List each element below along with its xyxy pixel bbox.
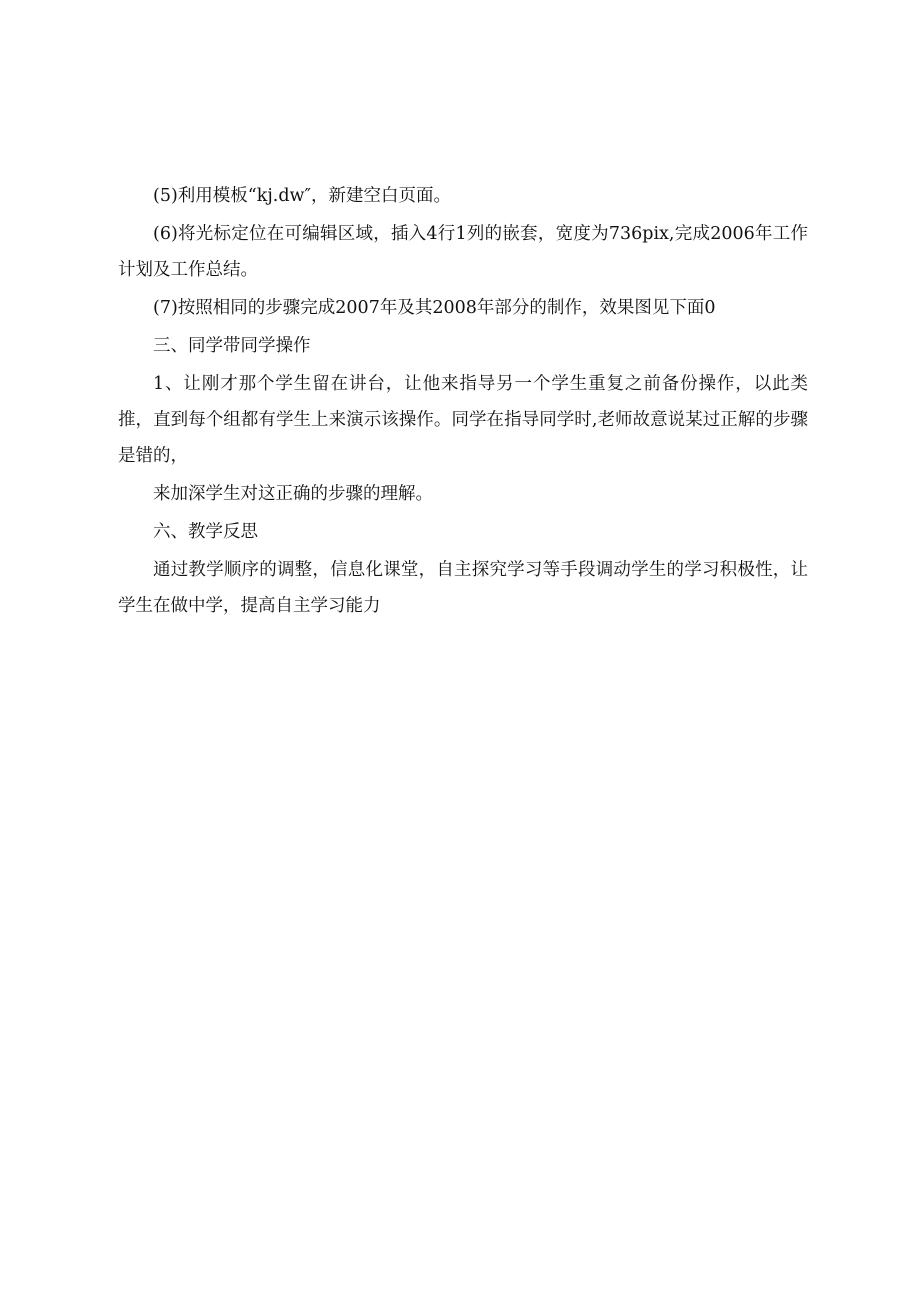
- paragraph-line: 以此类推，直到每个组都有学生上来演示该操作。同学在指导同学时,老师故意: [118, 374, 808, 430]
- document-body: [118, 178, 808, 624]
- paragraph-line: 来加深学生对这正确的步骤的理解。: [153, 484, 433, 504]
- item-1-paragraph: [118, 366, 808, 474]
- paragraph-line: 积极性，让学生在做中学，提高自主学习能力: [118, 560, 809, 616]
- deepen-understanding-paragraph: [118, 476, 808, 512]
- paragraph-line: 说某过正解的步骤是错的，: [118, 410, 809, 466]
- paragraph-line: 通过教学顺序的调整，信息化课堂，自主探究学习等手段调动学生的学习: [153, 560, 720, 580]
- paragraph-line: 1、让刚才那个学生留在讲台，让他来指导另一个学生重复之前备份操作，: [153, 374, 754, 394]
- heading-text: 三、同学带同学操作: [153, 336, 311, 356]
- paragraph-line: 2006年工作计划及工作总结。: [118, 224, 808, 280]
- heading-text: 六、教学反思: [153, 522, 258, 542]
- paragraph-line: (5)利用模板“kj.dw″，新建空白页面。: [153, 186, 452, 206]
- paragraph-line: (6)将光标定位在可编辑区域，插入4行1列的嵌套，宽度为736pix,完成: [153, 224, 711, 244]
- section-6-heading: [118, 514, 808, 550]
- step-7-paragraph: [118, 290, 808, 326]
- step-6-paragraph: [118, 216, 808, 288]
- step-5-paragraph: [118, 178, 808, 214]
- paragraph-line: (7)按照相同的步骤完成2007年及其2008年部分的制作，效果图见下面0: [153, 298, 716, 318]
- reflection-paragraph: [118, 552, 808, 624]
- section-3-heading: [118, 328, 808, 364]
